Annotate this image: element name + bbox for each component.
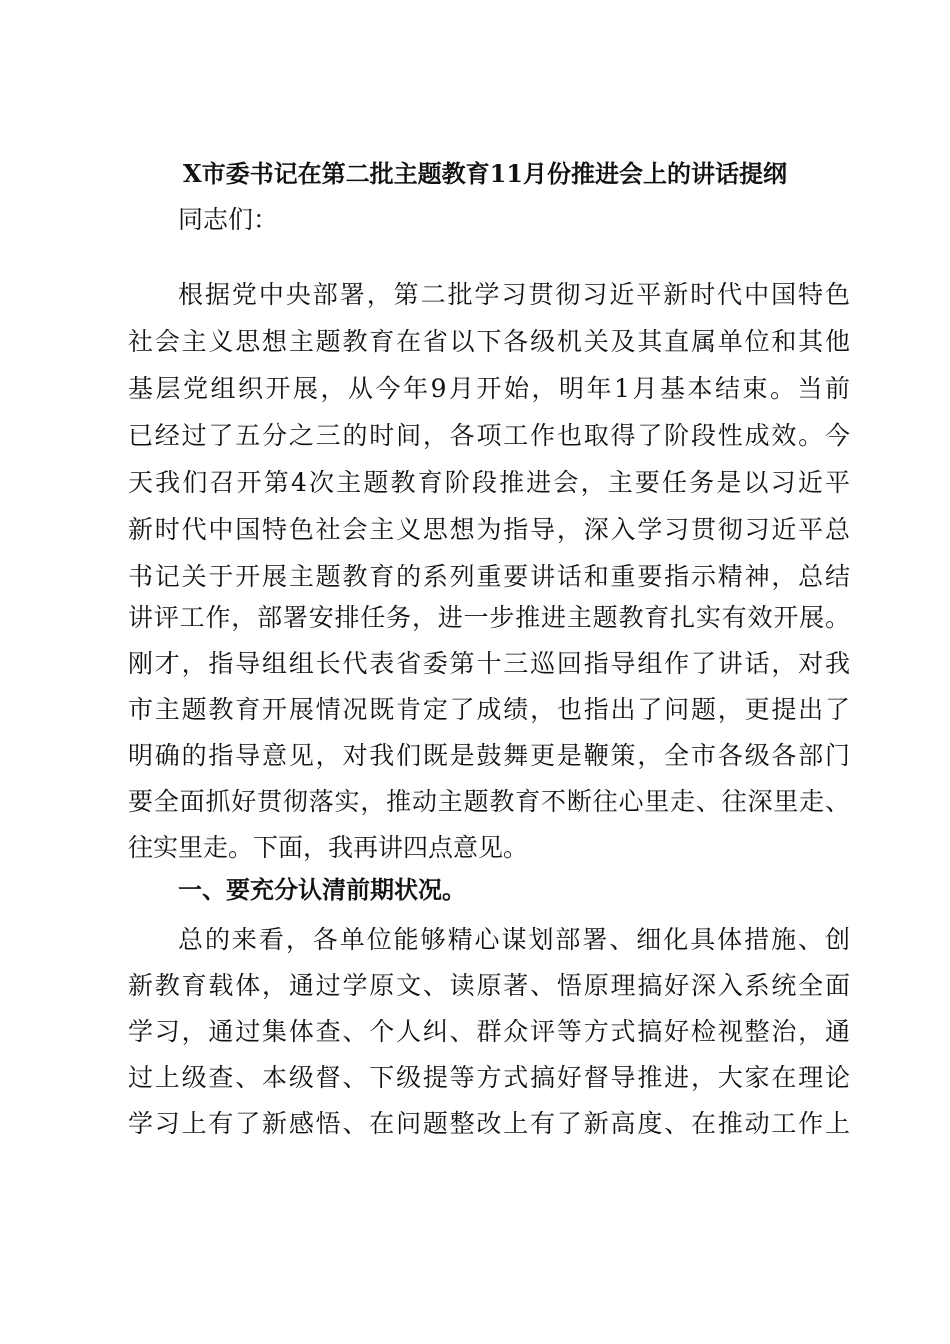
- document-title: X市委书记在第二批主题教育11月份推进会上的讲话提纲: [182, 159, 788, 188]
- salutation: 同志们：: [178, 205, 279, 234]
- paragraph-line: 刚才，指导组组长代表省委第十三巡回指导组作了讲话，对我: [128, 649, 850, 678]
- paragraph-line: 社会主义思想主题教育在省以下各级机关及其直属单位和其他: [128, 327, 850, 356]
- paragraph-line: 基层党组织开展，从今年9月开始，明年1月基本结束。当前: [128, 374, 850, 403]
- paragraph-line: 学习，通过集体查、个人纠、群众评等方式搞好检视整治，通: [128, 1017, 850, 1046]
- section-heading: 一、要充分认清前期状况。: [178, 875, 466, 904]
- paragraph-line: 天我们召开第4次主题教育阶段推进会，主要任务是以习近平: [128, 468, 850, 497]
- paragraph-line: 要全面抓好贯彻落实，推动主题教育不断往心里走、往深里走、: [128, 787, 850, 816]
- paragraph-line: 根据党中央部署，第二批学习贯彻习近平新时代中国特色: [178, 280, 850, 309]
- paragraph-line: 新时代中国特色社会主义思想为指导，深入学习贯彻习近平总: [128, 515, 850, 544]
- paragraph-line: 新教育载体，通过学原文、读原著、悟原理搞好深入系统全面: [128, 971, 850, 1000]
- paragraph-line: 学习上有了新感悟、在问题整改上有了新高度、在推动工作上: [128, 1109, 850, 1138]
- paragraph-line: 明确的指导意见，对我们既是鼓舞更是鞭策，全市各级各部门: [128, 741, 850, 770]
- paragraph-line: 过上级查、本级督、下级提等方式搞好督导推进，大家在理论: [128, 1063, 850, 1092]
- paragraph-line: 书记关于开展主题教育的系列重要讲话和重要指示精神，总结: [128, 562, 850, 591]
- paragraph-line: 往实里走。下面，我再讲四点意见。: [128, 833, 529, 862]
- paragraph-line: 市主题教育开展情况既肯定了成绩，也指出了问题，更提出了: [128, 695, 850, 724]
- paragraph-line: 总的来看，各单位能够精心谋划部署、细化具体措施、创: [178, 925, 850, 954]
- paragraph-line: 已经过了五分之三的时间，各项工作也取得了阶段性成效。今: [128, 421, 850, 450]
- paragraph-line: 讲评工作，部署安排任务，进一步推进主题教育扎实有效开展。: [128, 603, 850, 632]
